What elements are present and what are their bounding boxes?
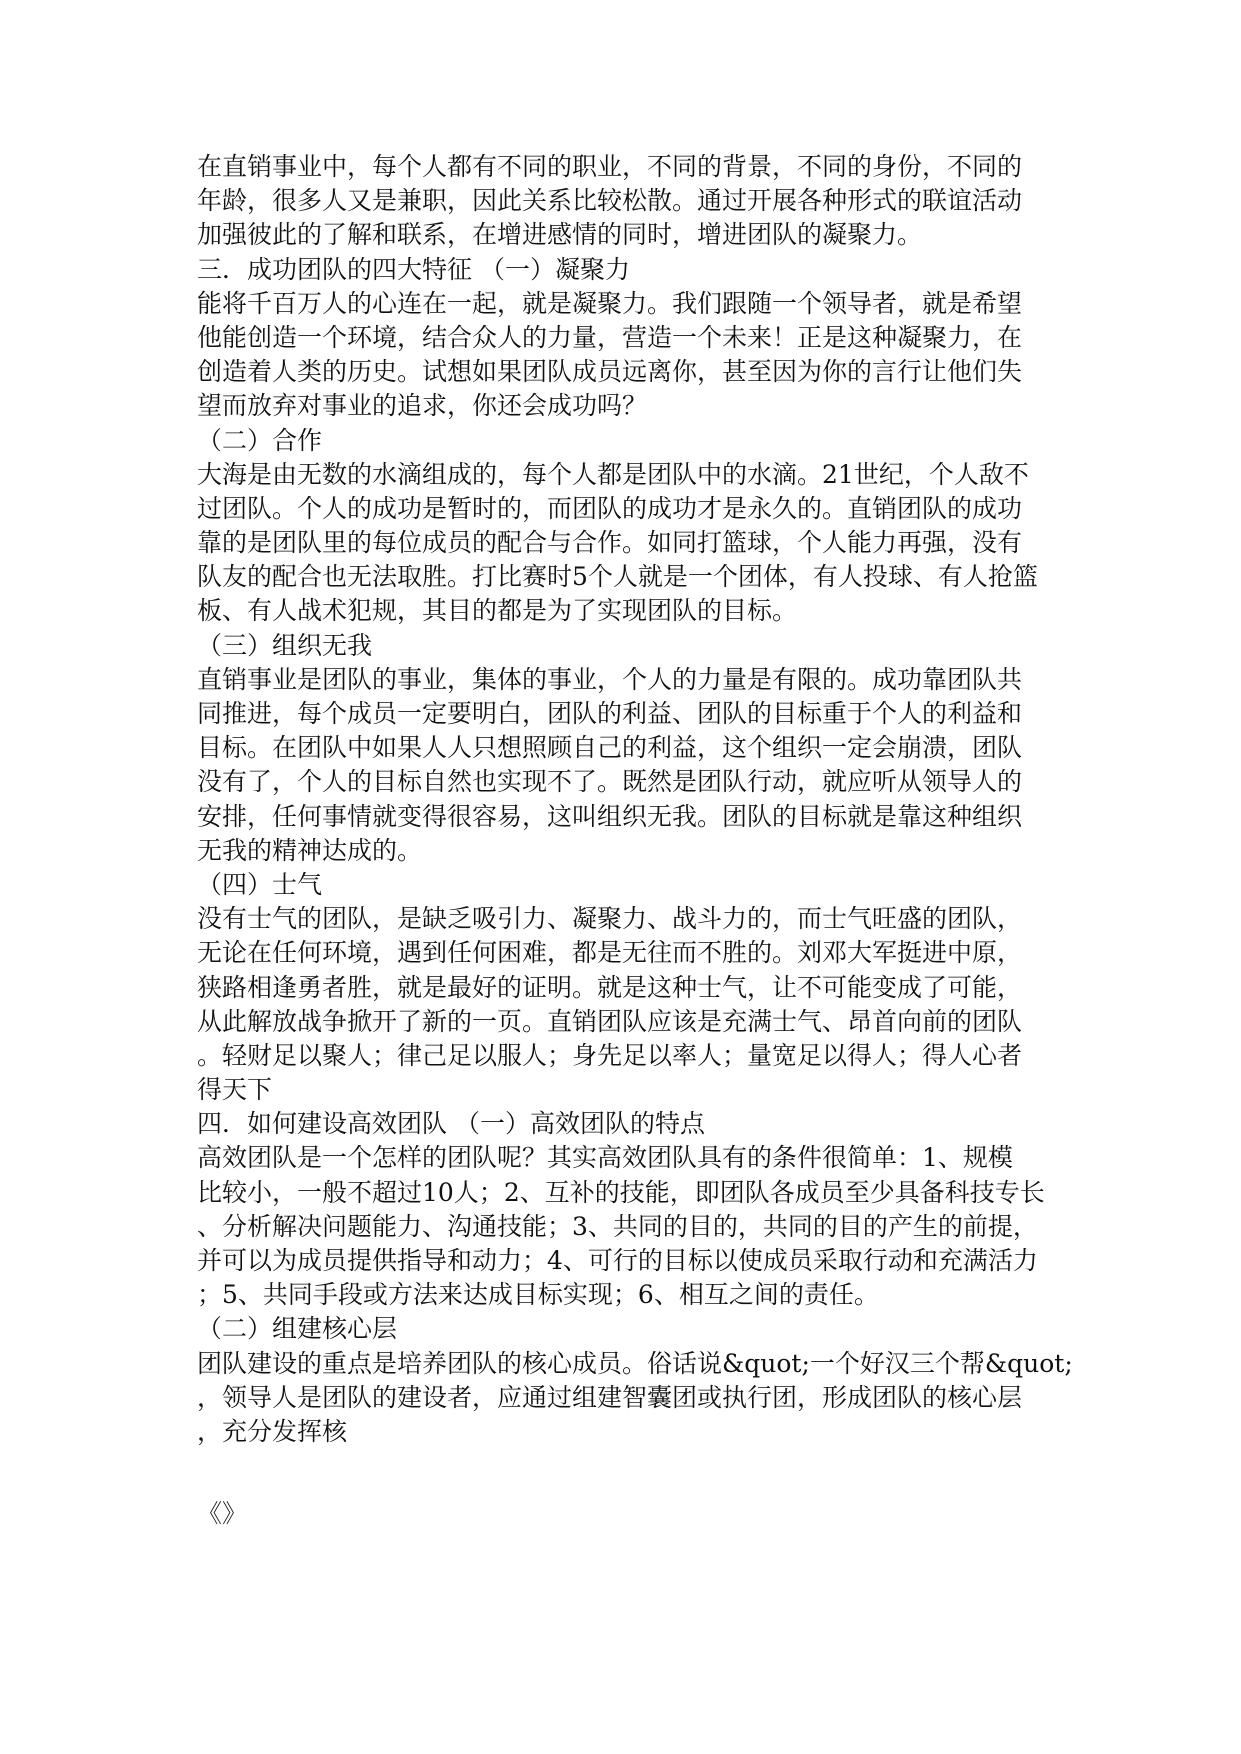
text-line: 没有了，个人的目标自然也实现不了。既然是团队行动，就应听从领导人的 — [197, 767, 1023, 797]
text-line: ；5、共同手段或方法来达成目标实现；6、相互之间的责任。 — [197, 1280, 879, 1310]
text-line: 并可以为成员提供指导和动力；4、可行的目标以使成员采取行动和充满活力 — [197, 1246, 1038, 1275]
text-line: 安排，任何事情就变得很容易，这叫组织无我。团队的目标就是靠这种组织 — [197, 801, 1023, 831]
text-line: 大海是由无数的水滴组成的，每个人都是团队中的水滴。21世纪，个人敌不 — [197, 459, 1029, 489]
text-line: 高效团队是一个怎样的团队呢？其实高效团队具有的条件很简单：1、规模 — [197, 1143, 1013, 1173]
text-line: 。轻财足以聚人；律己足以服人；身先足以率人；量宽足以得人；得人心者 — [197, 1040, 1023, 1070]
text-line: 年龄，很多人又是兼职，因此关系比较松散。通过开展各种形式的联谊活动 — [197, 186, 1023, 216]
text-line: 望而放弃对事业的追求，你还会成功吗？ — [197, 391, 648, 421]
text-line: 目标。在团队中如果人人只想照顾自己的利益，这个组织一定会崩溃，团队 — [197, 733, 1023, 763]
text-line: 团队建设的重点是培养团队的核心成员。俗话说&quot;一个好汉三个帮&quot; — [197, 1348, 1073, 1378]
text-line: 比较小，一般不超过10人；2、互补的技能，即团队各成员至少具备科技专长 — [197, 1177, 1045, 1207]
text-line: 、分析解决问题能力、沟通技能；3、共同的目的，共同的目的产生的前提， — [197, 1211, 1038, 1241]
text-line: 直销事业是团队的事业，集体的事业，个人的力量是有限的。成功靠团队共 — [197, 664, 1023, 694]
text-line: 创造着人类的历史。试想如果团队成员远离你，甚至因为你的言行让他们失 — [197, 357, 1023, 387]
section-heading: 四．如何建设高效团队 （一）高效团队的特点 — [197, 1109, 705, 1139]
text-line: ，领导人是团队的建设者，应通过组建智囊团或执行团，形成团队的核心层 — [197, 1382, 1023, 1412]
subsection-heading: （三）组织无我 — [197, 630, 373, 660]
text-line: 狭路相逢勇者胜，就是最好的证明。就是这种士气，让不可能变成了可能， — [197, 972, 1023, 1002]
text-line: 在直销事业中，每个人都有不同的职业，不同的背景，不同的身份，不同的 — [197, 152, 1023, 181]
text-line: 从此解放战争掀开了新的一页。直销团队应该是充满士气、昂首向前的团队 — [197, 1006, 1023, 1036]
text-line: 靠的是团队里的每位成员的配合与合作。如同打篮球，个人能力再强，没有 — [197, 528, 1023, 558]
subsection-heading: （二）组建核心层 — [197, 1314, 398, 1344]
text-line: 过团队。个人的成功是暂时的，而团队的成功才是永久的。直销团队的成功 — [197, 493, 1023, 523]
subsection-heading: （二）合作 — [197, 425, 323, 455]
text-line: 无我的精神达成的。 — [197, 835, 423, 865]
section-heading: 三．成功团队的四大特征 （一）凝聚力 — [197, 254, 630, 284]
text-line: ，充分发挥核 — [197, 1416, 348, 1446]
text-line: 他能创造一个环境，结合众人的力量，营造一个未来！正是这种凝聚力，在 — [197, 322, 1023, 352]
text-line: 板、有人战术犯规，其目的都是为了实现团队的目标。 — [197, 596, 798, 626]
subsection-heading: （四）士气 — [197, 869, 323, 899]
document-body — [197, 150, 1073, 1531]
text-line: 能将千百万人的心连在一起，就是凝聚力。我们跟随一个领导者，就是希望 — [197, 288, 1023, 318]
text-line: 得天下 — [197, 1075, 273, 1105]
text-line: 无论在任何环境，遇到任何困难，都是无往而不胜的。刘邓大军挺进中原， — [197, 938, 1023, 968]
text-line: 加强彼此的了解和联系，在增进感情的同时，增进团队的凝聚力。 — [197, 220, 923, 250]
footer-mark: 《》 — [197, 1499, 248, 1529]
text-line: 同推进，每个成员一定要明白，团队的利益、团队的目标重于个人的利益和 — [197, 699, 1023, 728]
text-line: 没有士气的团队，是缺乏吸引力、凝聚力、战斗力的，而士气旺盛的团队， — [197, 904, 1023, 934]
text-line: 队友的配合也无法取胜。打比赛时5个人就是一个团体，有人投球、有人抢篮 — [197, 562, 1038, 592]
paragraph-gap — [197, 1449, 1047, 1497]
